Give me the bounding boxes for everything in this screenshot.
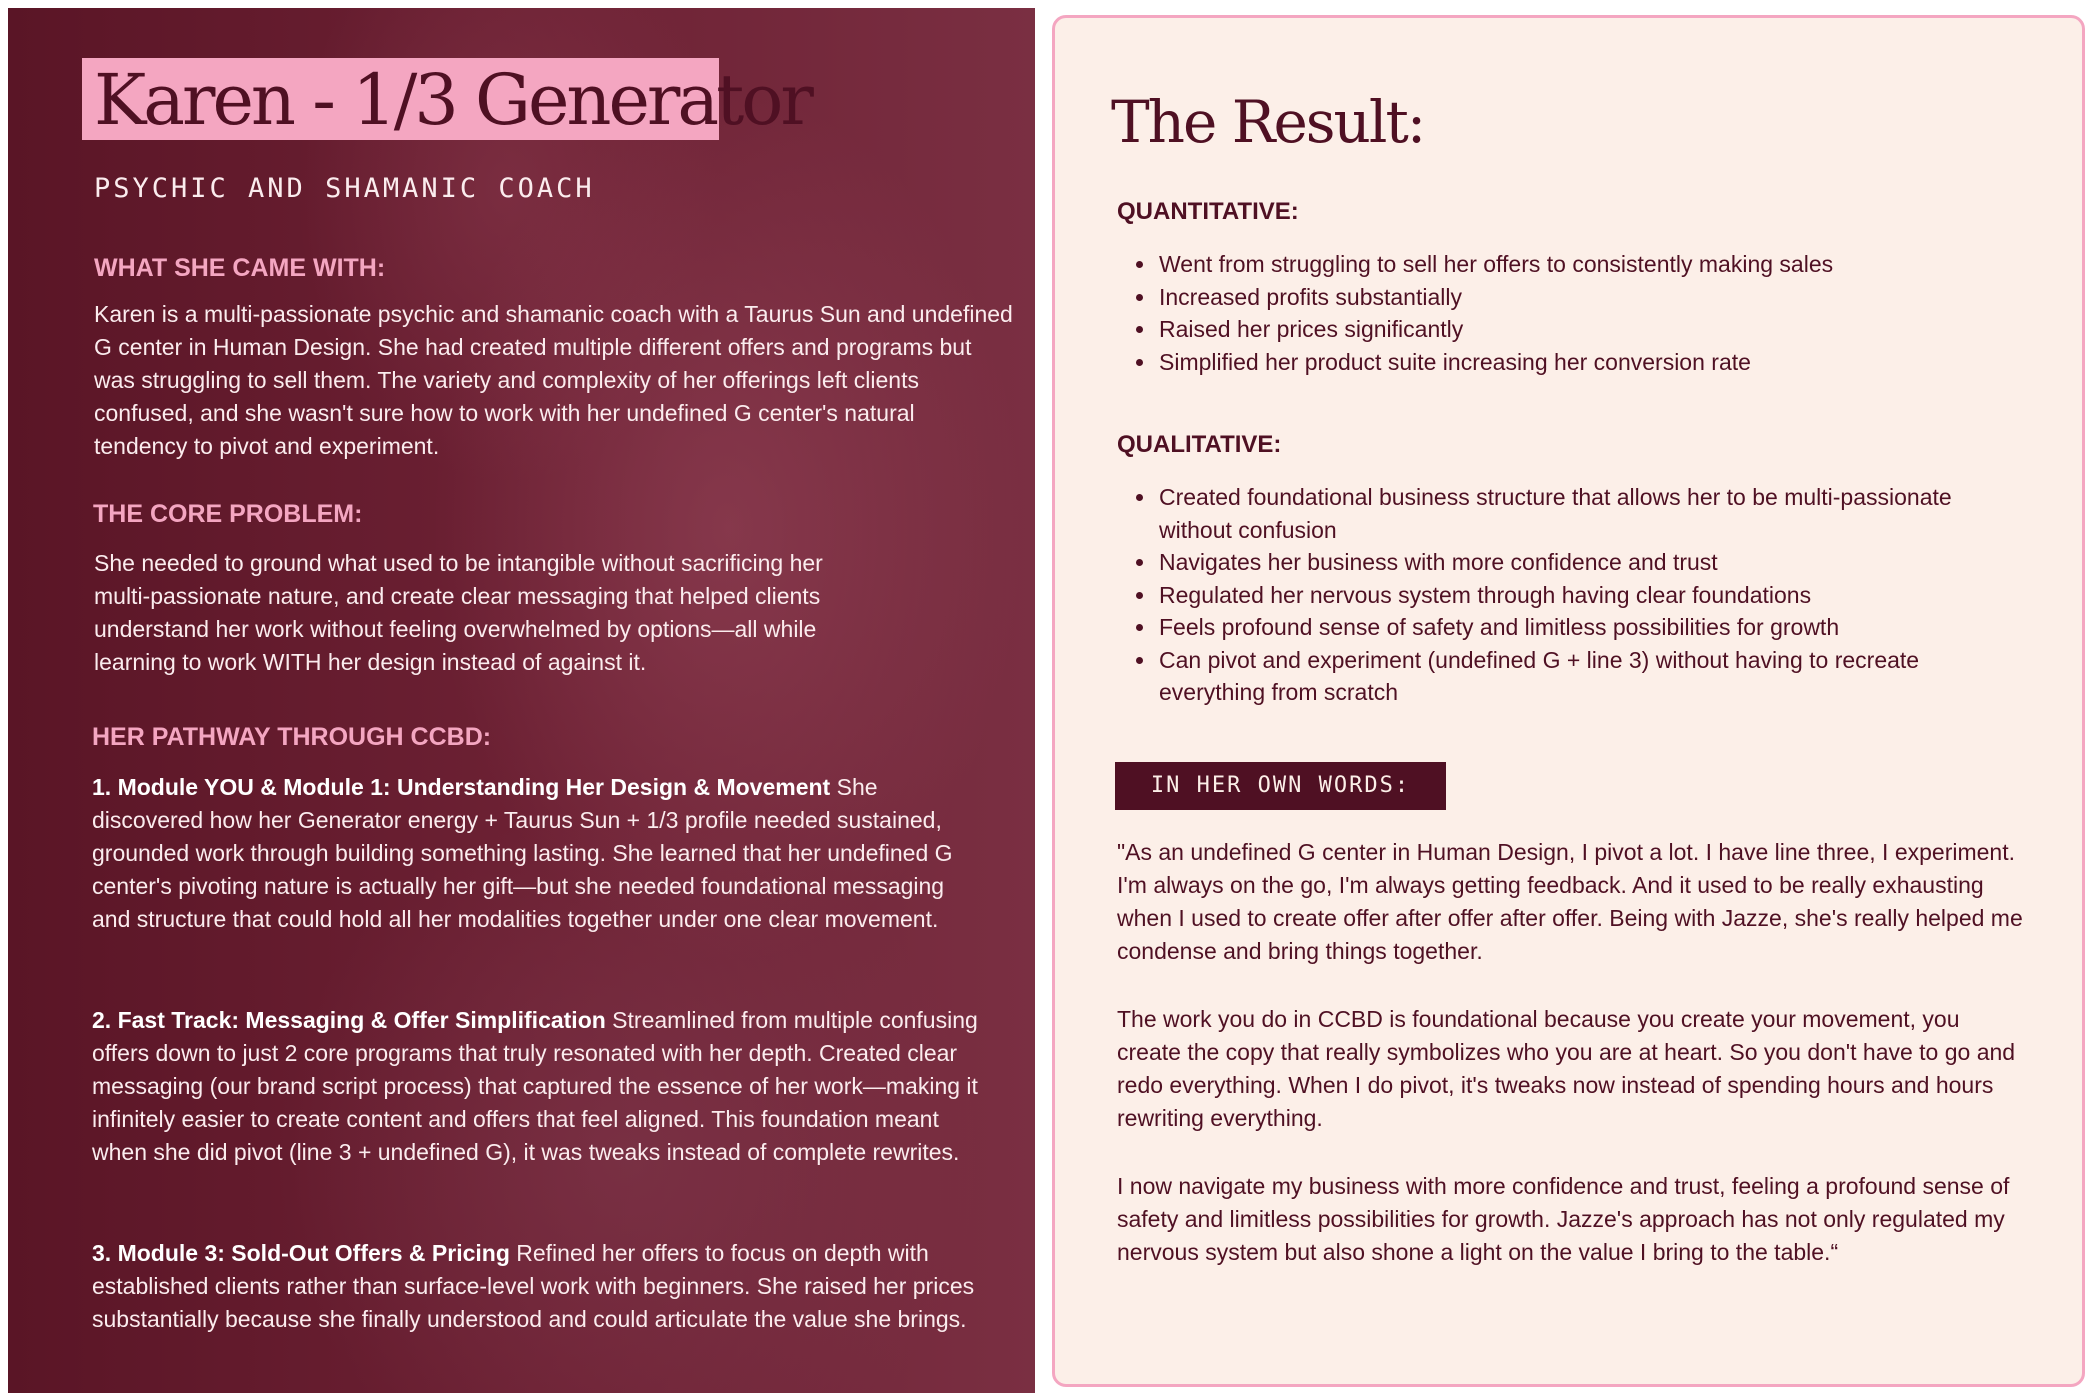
pathway-step-title: 1. Module YOU & Module 1: Understanding Her Design & Movement [92, 774, 831, 800]
list-item: • Simplified her product suite increasing her conversion rate [1157, 346, 1997, 379]
pathway-step [92, 1237, 992, 1336]
came-with-text: Karen is a multi-passionate psychic and shamanic coach with a Taurus Sun and undefined G center in Human Design. She had created multiple different offers and programs but was struggling to sell them. The variety and complexity of her offerings left clients confused, and she wasn't sure how to work with her undefined G center's natural tendency to pivot and experiment. [94, 301, 1013, 459]
results-card [1052, 15, 2085, 1387]
list-item: • Can pivot and experiment (undefined G + line 3) without having to recreate everything from scratch [1157, 644, 1997, 709]
core-problem-heading: THE CORE PROBLEM: [93, 500, 363, 528]
pathway-step-text: She discovered how her Generator energy + Taurus Sun + 1/3 profile needed sustained, grounded work through building something lasting. She learned that her undefined G center's pivoting nature is actually her gift—but she needed foundational messaging and structure that could hold all her modalities together under one clear movement. [92, 774, 953, 932]
pathway-step-title: 3. Module 3: Sold-Out Offers & Pricing [92, 1240, 510, 1266]
testimonial-paragraph: The work you do in CCBD is foundational because you create your movement, you create the copy that really symbolizes who you are at heart. So you don't have to go and redo everything. When I do pivot, it's tweaks now instead of spending hours and hours rewriting everything. [1117, 1006, 2016, 1131]
pathway-heading: HER PATHWAY THROUGH CCBD: [92, 723, 492, 751]
core-problem-text: She needed to ground what used to be intangible without sacrificing her multi-passionate nature, and create clear messaging that helped clients understand her work without feeling overwhelmed by options—all while learning to work WITH her design instead of against it. [94, 550, 823, 675]
quantitative-heading: QUANTITATIVE: [1117, 198, 1299, 225]
page-title: Karen - 1/3 Generator [94, 59, 811, 141]
list-item: • Went from struggling to sell her offers to consistently making sales [1157, 248, 1997, 281]
list-item: • Increased profits substantially [1157, 281, 1997, 314]
came-with-heading: WHAT SHE CAME WITH: [94, 254, 386, 282]
testimonial-paragraph: I now navigate my business with more confidence and trust, feeling a profound sense of safety and limitless possibilities for growth. Jazze's approach has not only regulated my nervous system but also shone a light on the value I bring to the table.“ [1117, 1173, 2010, 1265]
pathway-step-title: 2. Fast Track: Messaging & Offer Simplification [92, 1007, 606, 1033]
pathway-step [92, 1004, 992, 1169]
list-item: • Regulated her nervous system through having clear foundations [1157, 579, 1997, 612]
pathway-step-text: Streamlined from multiple confusing offers down to just 2 core programs that truly resonated with her depth. Created clear messaging (our brand script process) that captured the essence of her work—making it infinitely easier to create content and offers that feel aligned. This foundation meant when she did pivot (line 3 + undefined G), it was tweaks instead of complete rewrites. [92, 1007, 978, 1165]
list-item: • Raised her prices significantly [1157, 313, 1997, 346]
client-subtitle: PSYCHIC AND SHAMANIC COACH [94, 173, 595, 204]
in-her-own-words-label: IN HER OWN WORDS: [1115, 762, 1446, 810]
pathway-step [92, 771, 972, 936]
testimonial-paragraph: "As an undefined G center in Human Design, I pivot a lot. I have line three, I experiment. I'm always on the go, I'm always getting feedback. And it used to be really exhausting when I used to create offer after offer after offer. Being with Jazze, she's really helped me condense and bring things together. [1117, 839, 2023, 964]
qualitative-list [1117, 481, 1997, 709]
qualitative-heading: QUALITATIVE: [1117, 431, 1282, 458]
result-title: The Result: [1111, 88, 1425, 156]
pathway-step-text: Refined her offers to focus on depth with established clients rather than surface-level work with beginners. She raised her prices substantially because she finally understood and could articulate the value she brings. [92, 1240, 975, 1332]
case-study-left-panel [8, 8, 1035, 1393]
list-item: • Created foundational business structure that allows her to be multi-passionate without confusion [1157, 481, 1997, 546]
quantitative-list [1117, 248, 1997, 378]
list-item: • Navigates her business with more confidence and trust [1157, 546, 1997, 579]
list-item: • Feels profound sense of safety and limitless possibilities for growth [1157, 611, 1997, 644]
